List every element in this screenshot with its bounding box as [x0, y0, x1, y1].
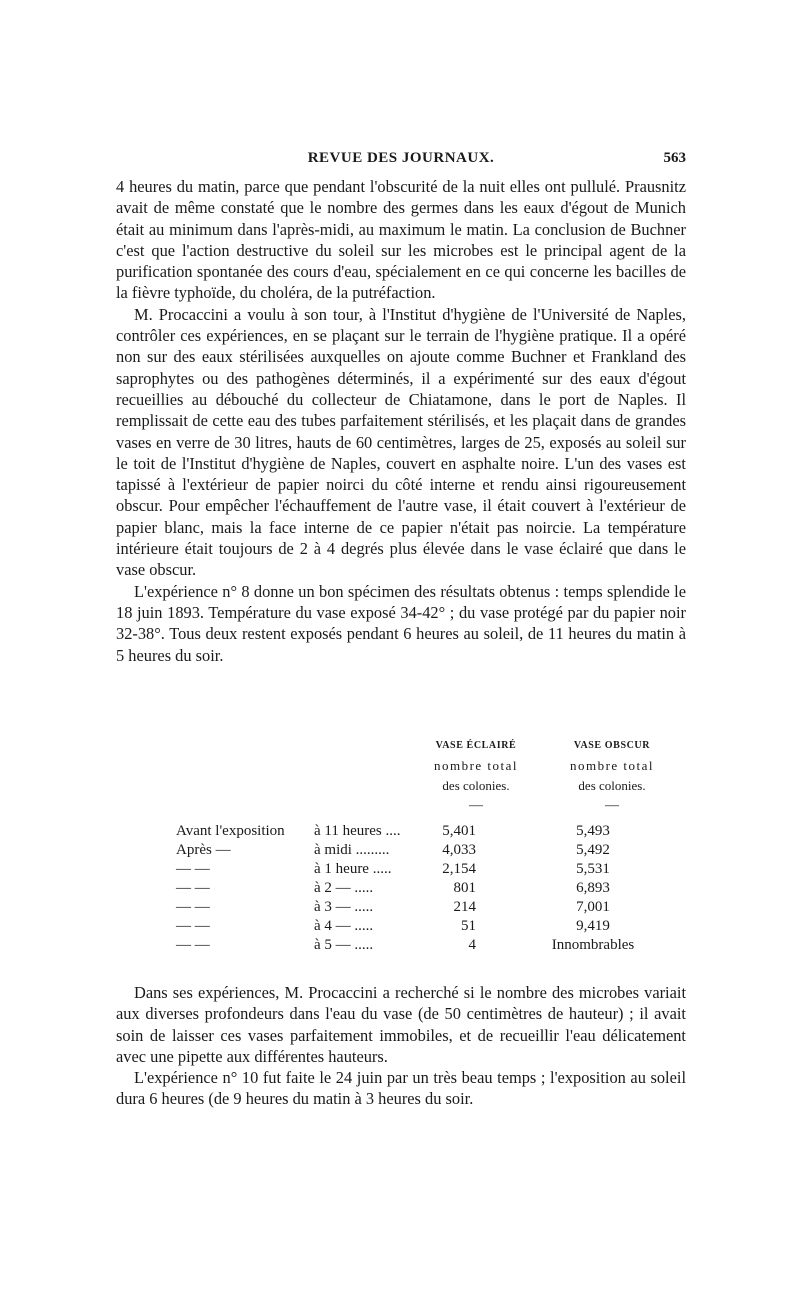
table-row: — — à 3 — ..... 214 7,001	[176, 899, 610, 915]
paragraph: L'expérience n° 8 donne un bon spécimen des résultats obtenus : temps splendide le 18 juin 1893. Température du vase exposé 34-42° ; du vase protégé par du papier noir 32-38°. Tous deux restent exposés pendant 6 heures au soleil, de 11 heures du matin à 5 heures du soir.	[116, 581, 686, 665]
running-title: REVUE DES JOURNAUX.	[307, 150, 495, 166]
paragraph: 4 heures du matin, parce que pendant l'obscurité de la nuit elles ont pullulé. Prausnitz avait de même constaté que le nombre des germes dans les eaux d'égout de Munich était au minimum dans l'après-midi, au maximum le matin. La conclusion de Buchner c'est que l'action destructive du soleil sur les microbes est le principal agent de la purification spontanée des cours d'eau, spécialement en ce qui concerne les bacilles de la fièvre typhoïde, du choléra, de la putréfaction.	[116, 177, 686, 303]
table-row: — — à 4 — ..... 51 9,419	[176, 918, 610, 934]
table-row: Après — à midi ......... 4,033 5,492	[176, 842, 610, 858]
results-table	[116, 736, 686, 956]
column-header-dark: VASE OBSCUR nombre total des colonies.	[569, 740, 655, 793]
column-dash: —	[605, 798, 619, 813]
paragraph: M. Procaccini a voulu à son tour, à l'Institut d'hygiène de l'Université de Naples, contrôler ces expériences, en se plaçant sur le terrain de l'hygiène pratique. Il a opéré non sur des eaux stérilisées auxquelles on ajoute comme Buchner et Frankland des saprophytes ou des pathogènes déterminés, il a expérimenté sur des eaux d'égout recueillies au débouché du collecteur de Chiatamone, dans le port de Naples. Il remplissait de cette eau des tubes parfaitement stérilisés, et les plaçait dans de grandes vases en verre de 30 litres, hauts de 60 centimètres, larges de 25, exposés au soleil sur le toit de l'Institut d'hygiène de Naples, couvert en asphalte noire. L'un des vases est tapissé à l'extérieur de papier noirci du côté interne et rendu ainsi rigoureusement obscur. Pour empêcher l'échauffement de l'autre vase, il était couvert à l'extérieur de papier blanc, mais la face interne de ce papier n'était pas noircie. La température intérieure était toujours de 2 à 4 degrés plus élevée dans le vase éclairé que dans le vase obscur.	[116, 304, 686, 580]
page-header	[116, 150, 686, 172]
table-row: — — à 2 — ..... 801 6,893	[176, 880, 610, 896]
body-text-upper	[116, 176, 686, 666]
paragraph: L'expérience n° 10 fut faite le 24 juin par un très beau temps ; l'exposition au soleil dura 6 heures (de 9 heures du matin à 3 heures du soir.	[116, 1068, 686, 1109]
column-dash: —	[469, 798, 483, 813]
body-text-lower	[116, 982, 686, 1110]
table-row: Avant l'exposition à 11 heures .... 5,401 5,493	[176, 823, 610, 839]
paragraph: Dans ses expériences, M. Procaccini a recherché si le nombre des microbes variait aux diverses profondeurs dans l'eau du vase (de 50 centimètres de hauteur) ; il avait soin de laisser ces vases parfaitement immobiles, et de recueillir l'eau délicatement avec une pipette aux différentes hauteurs.	[116, 983, 686, 1066]
table-row: — — à 5 — ..... 4 Innombrables	[176, 937, 635, 953]
table-row: — — à 1 heure ..... 2,154 5,531	[176, 861, 610, 877]
page-number: 563	[663, 150, 686, 166]
column-header-lit: VASE ÉCLAIRÉ nombre total des colonies.	[433, 740, 519, 793]
